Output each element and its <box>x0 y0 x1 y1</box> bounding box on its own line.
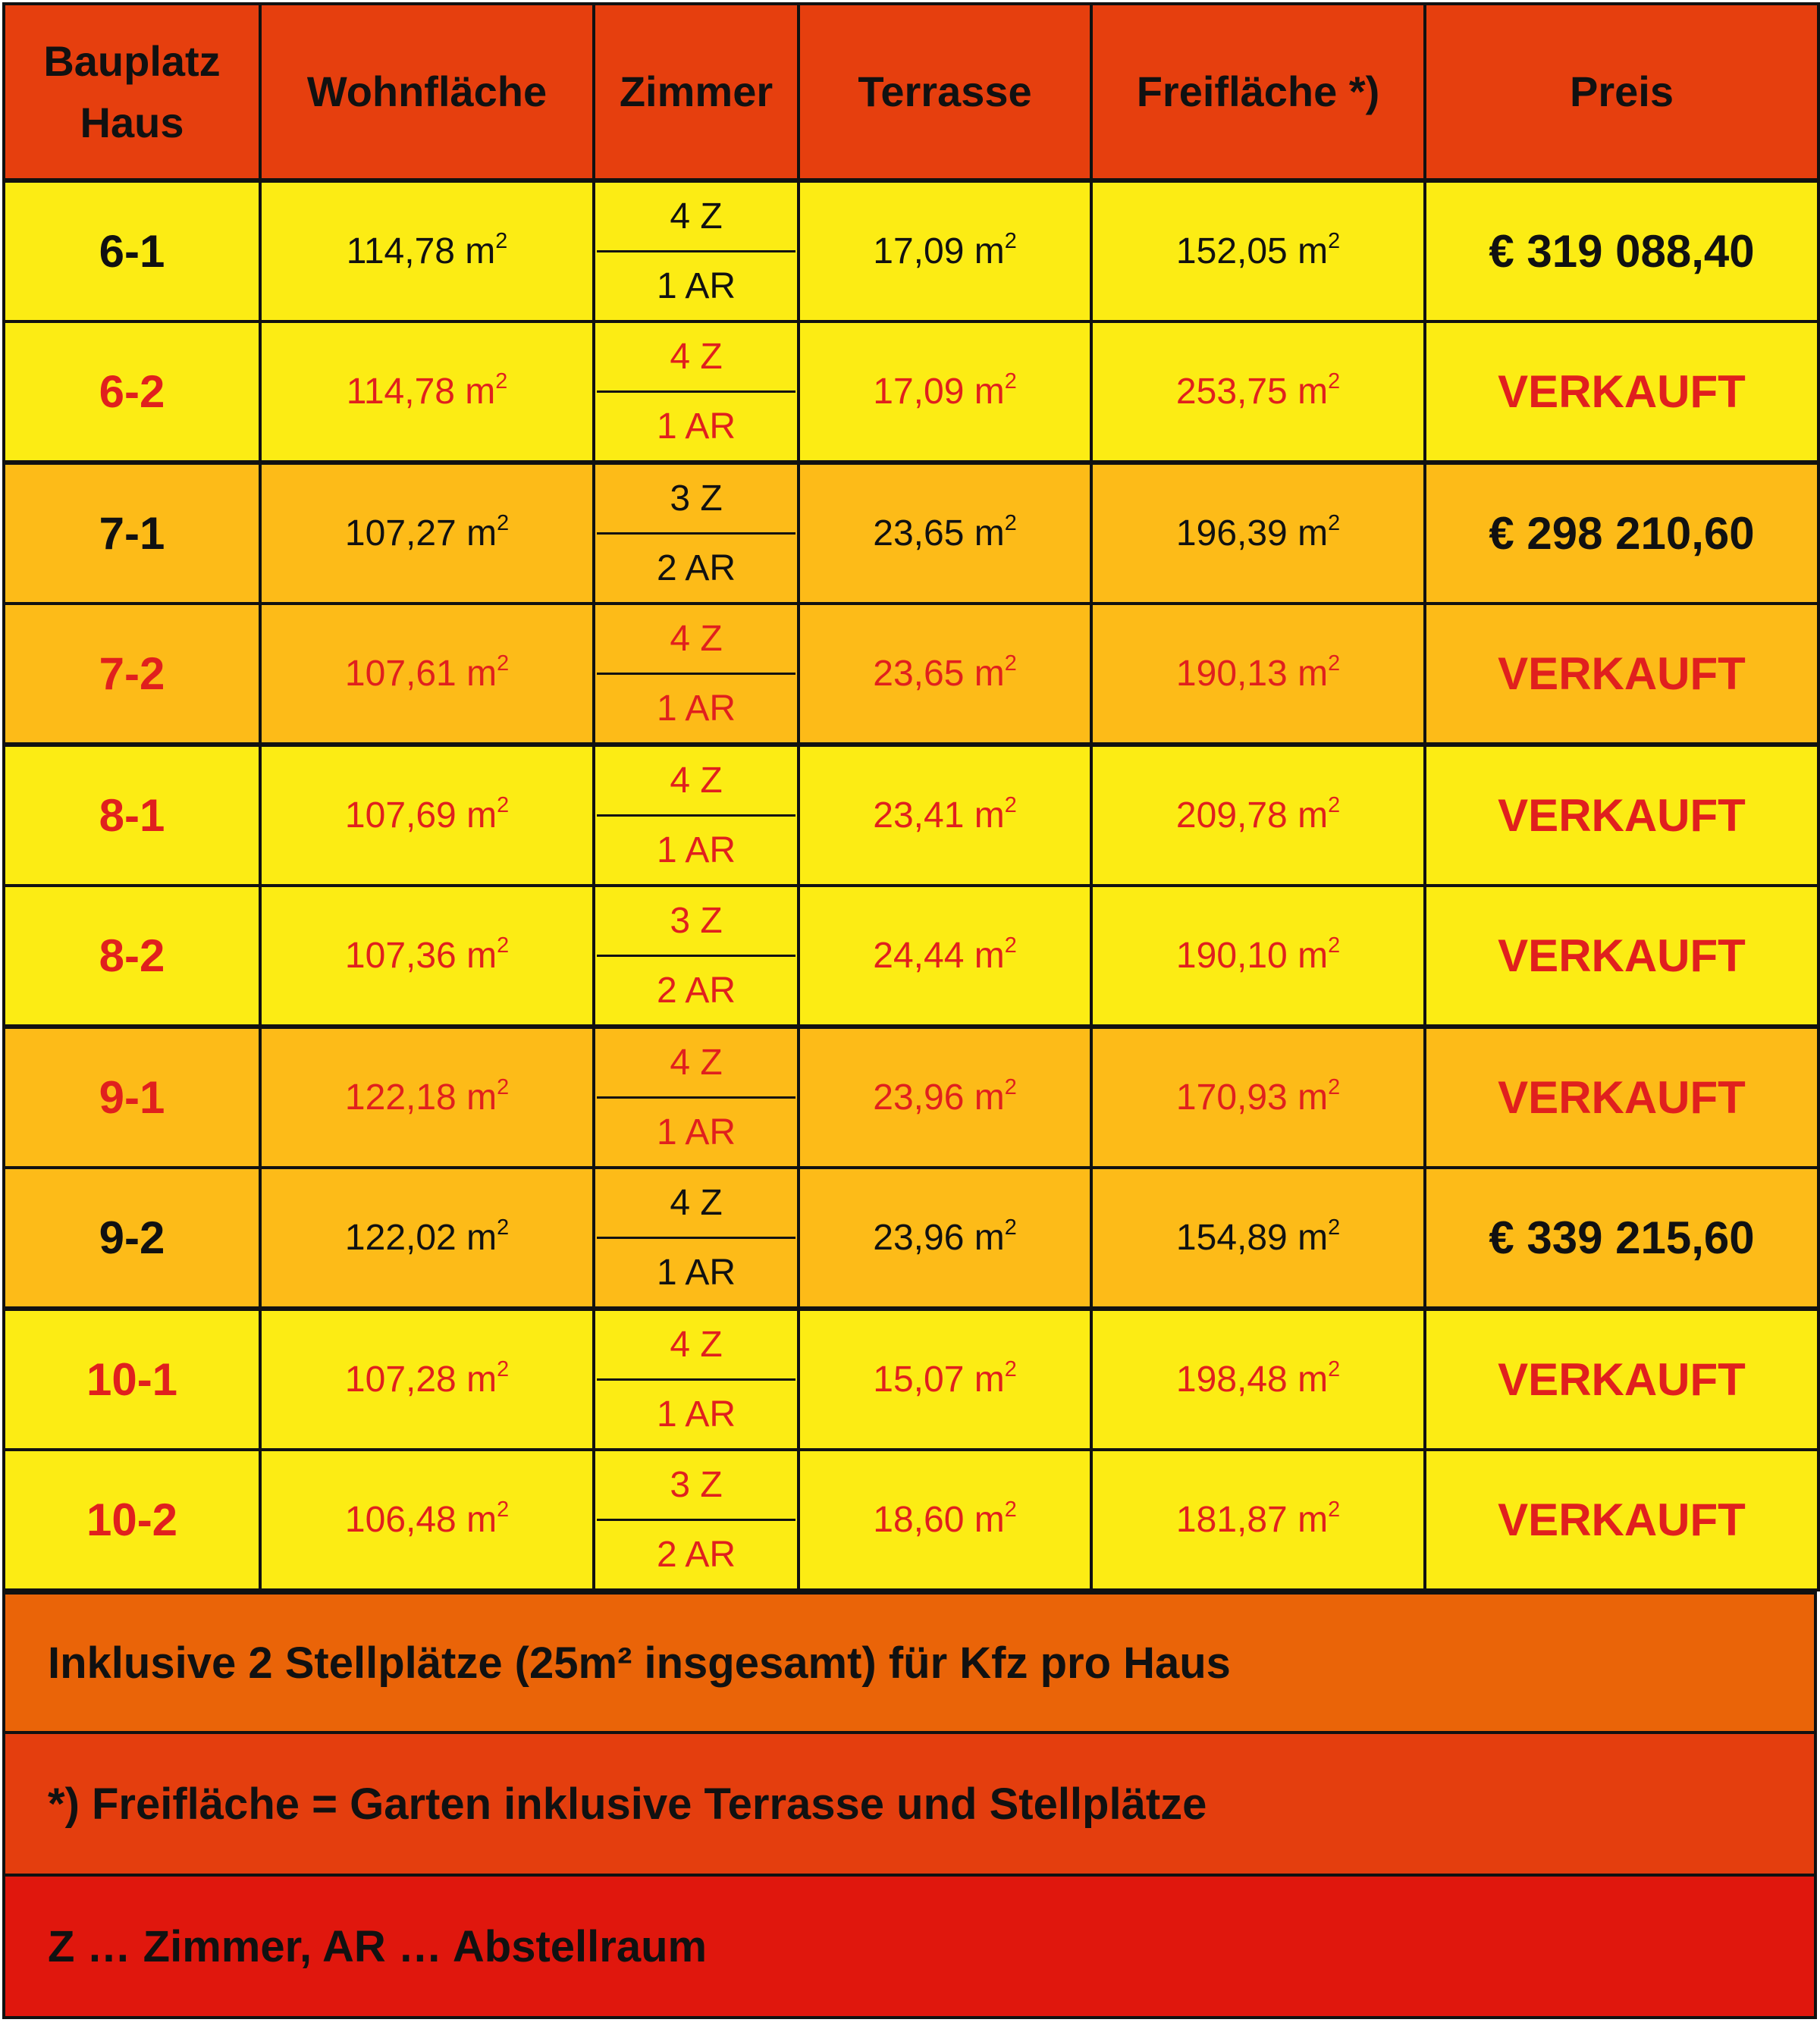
unit-exponent: 2 <box>495 368 508 394</box>
header-zimmer: Zimmer <box>594 4 799 180</box>
footer-parking-note: Inklusive 2 Stellplätze (25m² insgesamt) für Kfz pro Haus <box>2 1591 1817 1734</box>
terrasse-cell <box>799 745 1091 886</box>
table-row <box>4 463 1818 604</box>
wohnflaeche-value: 107,61 <box>344 654 457 694</box>
unit-exponent: 2 <box>1004 792 1017 817</box>
header-freiflaeche: Freifläche *) <box>1091 4 1425 180</box>
unit-exponent: 2 <box>1328 228 1341 253</box>
header-bauplatz-haus <box>4 4 260 180</box>
freiflaeche-value: 154,89 <box>1175 1218 1288 1258</box>
abstellraum-count: 1 AR <box>656 1112 736 1152</box>
unit: m <box>466 654 497 694</box>
unit: m <box>974 231 1005 271</box>
unit-exponent: 2 <box>1328 1215 1341 1240</box>
freiflaeche-value: 196,39 <box>1175 513 1288 553</box>
terrasse-value: 23,96 <box>873 1077 965 1118</box>
wohnflaeche-cell <box>260 180 594 321</box>
terrasse-cell <box>799 463 1091 604</box>
preis-cell: VERKAUFT <box>1425 886 1818 1027</box>
terrasse-value: 23,41 <box>873 795 965 836</box>
zimmer-cell <box>594 604 799 745</box>
abstellraum-count: 2 AR <box>656 971 736 1011</box>
haus-cell: 9-2 <box>4 1168 260 1309</box>
unit-exponent: 2 <box>497 510 510 535</box>
wohnflaeche-cell <box>260 604 594 745</box>
abstellraum-count: 1 AR <box>656 266 736 306</box>
terrasse-value: 23,65 <box>873 513 965 553</box>
preis-cell: VERKAUFT <box>1425 1450 1818 1590</box>
freiflaeche-cell <box>1091 745 1425 886</box>
freiflaeche-cell <box>1091 321 1425 463</box>
haus-cell: 6-2 <box>4 321 260 463</box>
terrasse-cell <box>799 1168 1091 1309</box>
terrasse-cell <box>799 604 1091 745</box>
wohnflaeche-cell <box>260 1450 594 1590</box>
wohnflaeche-cell <box>260 321 594 463</box>
zimmer-cell <box>594 886 799 1027</box>
zimmer-cell <box>594 1027 799 1168</box>
haus-cell: 8-1 <box>4 745 260 886</box>
zimmer-count: 3 Z <box>597 1451 795 1521</box>
unit-exponent: 2 <box>497 933 510 958</box>
unit-exponent: 2 <box>497 1497 510 1522</box>
wohnflaeche-cell <box>260 1168 594 1309</box>
unit-exponent: 2 <box>497 651 510 676</box>
wohnflaeche-value: 107,27 <box>344 513 457 553</box>
terrasse-value: 17,09 <box>873 372 965 412</box>
wohnflaeche-value: 122,18 <box>344 1077 457 1118</box>
header-row <box>4 4 1818 180</box>
unit: m <box>466 795 497 836</box>
preis-cell: VERKAUFT <box>1425 604 1818 745</box>
price-list <box>2 2 1817 2029</box>
footer-freiflaeche-note: *) Freifläche = Garten inklusive Terrasse und Stellplätze <box>2 1734 1817 1877</box>
unit-exponent: 2 <box>1004 368 1017 394</box>
zimmer-cell <box>594 1168 799 1309</box>
wohnflaeche-cell <box>260 745 594 886</box>
terrasse-value: 23,96 <box>873 1218 965 1258</box>
unit-exponent: 2 <box>1004 510 1017 535</box>
unit: m <box>1298 1077 1329 1118</box>
unit-exponent: 2 <box>1328 510 1341 535</box>
abstellraum-count: 1 AR <box>656 1253 736 1293</box>
unit: m <box>974 1500 1005 1540</box>
terrasse-value: 17,09 <box>873 231 965 271</box>
haus-cell: 10-1 <box>4 1309 260 1450</box>
terrasse-cell <box>799 1450 1091 1590</box>
zimmer-count: 4 Z <box>597 1029 795 1099</box>
freiflaeche-value: 181,87 <box>1175 1500 1288 1540</box>
unit-exponent: 2 <box>1004 933 1017 958</box>
freiflaeche-value: 190,13 <box>1175 654 1288 694</box>
freiflaeche-cell <box>1091 1168 1425 1309</box>
unit: m <box>465 372 496 412</box>
unit-exponent: 2 <box>1004 228 1017 253</box>
unit: m <box>1298 936 1329 976</box>
terrasse-value: 15,07 <box>873 1359 965 1400</box>
wohnflaeche-cell <box>260 1309 594 1450</box>
unit: m <box>1298 654 1329 694</box>
table-row <box>4 1309 1818 1450</box>
table-row <box>4 745 1818 886</box>
unit-exponent: 2 <box>1004 1356 1017 1381</box>
unit: m <box>1298 513 1329 553</box>
freiflaeche-value: 198,48 <box>1175 1359 1288 1400</box>
price-table <box>2 2 1820 1591</box>
unit-exponent: 2 <box>1004 1497 1017 1522</box>
zimmer-cell <box>594 321 799 463</box>
header-preis: Preis <box>1425 4 1818 180</box>
unit: m <box>466 1218 497 1258</box>
unit: m <box>974 936 1005 976</box>
unit: m <box>1298 795 1329 836</box>
unit: m <box>466 513 497 553</box>
wohnflaeche-value: 122,02 <box>344 1218 457 1258</box>
wohnflaeche-value: 107,28 <box>344 1359 457 1400</box>
unit: m <box>1298 372 1329 412</box>
unit-exponent: 2 <box>1004 1215 1017 1240</box>
unit: m <box>974 1077 1005 1118</box>
zimmer-count: 4 Z <box>597 605 795 675</box>
unit-exponent: 2 <box>1004 1074 1017 1099</box>
unit-exponent: 2 <box>1328 1074 1341 1099</box>
table-row <box>4 886 1818 1027</box>
unit-exponent: 2 <box>497 1074 510 1099</box>
header-haus: Haus <box>80 99 184 146</box>
terrasse-value: 18,60 <box>873 1500 965 1540</box>
unit: m <box>974 654 1005 694</box>
unit-exponent: 2 <box>1328 368 1341 394</box>
abstellraum-count: 2 AR <box>656 1535 736 1575</box>
freiflaeche-cell <box>1091 604 1425 745</box>
unit: m <box>1298 1218 1329 1258</box>
header-bauplatz: Bauplatz <box>43 36 221 85</box>
zimmer-cell <box>594 745 799 886</box>
unit: m <box>1298 1359 1329 1400</box>
unit: m <box>466 936 497 976</box>
freiflaeche-value: 152,05 <box>1175 231 1288 271</box>
unit: m <box>466 1077 497 1118</box>
header-wohnflaeche: Wohnfläche <box>260 4 594 180</box>
zimmer-count: 4 Z <box>597 323 795 393</box>
abstellraum-count: 1 AR <box>656 830 736 870</box>
table-row <box>4 321 1818 463</box>
freiflaeche-value: 170,93 <box>1175 1077 1288 1118</box>
footer-legend: Z … Zimmer, AR … Abstellraum <box>2 1877 1817 2019</box>
abstellraum-count: 1 AR <box>656 1394 736 1435</box>
unit: m <box>1298 231 1329 271</box>
unit-exponent: 2 <box>1328 1356 1341 1381</box>
freiflaeche-value: 253,75 <box>1175 372 1288 412</box>
wohnflaeche-value: 114,78 <box>346 372 455 412</box>
preis-cell: VERKAUFT <box>1425 1309 1818 1450</box>
freiflaeche-value: 209,78 <box>1175 795 1288 836</box>
unit-exponent: 2 <box>497 1215 510 1240</box>
zimmer-cell <box>594 1450 799 1590</box>
unit-exponent: 2 <box>1328 792 1341 817</box>
unit: m <box>466 1500 497 1540</box>
unit-exponent: 2 <box>495 228 508 253</box>
haus-cell: 6-1 <box>4 180 260 321</box>
wohnflaeche-cell <box>260 463 594 604</box>
table-row <box>4 604 1818 745</box>
unit: m <box>974 1218 1005 1258</box>
unit-exponent: 2 <box>1328 933 1341 958</box>
abstellraum-count: 1 AR <box>656 688 736 729</box>
header-terrasse: Terrasse <box>799 4 1091 180</box>
unit: m <box>465 231 496 271</box>
preis-cell: € 339 215,60 <box>1425 1168 1818 1309</box>
freiflaeche-cell <box>1091 1450 1425 1590</box>
zimmer-count: 4 Z <box>597 183 795 252</box>
terrasse-value: 24,44 <box>873 936 965 976</box>
zimmer-cell <box>594 463 799 604</box>
freiflaeche-cell <box>1091 886 1425 1027</box>
wohnflaeche-value: 107,69 <box>344 795 457 836</box>
wohnflaeche-cell <box>260 1027 594 1168</box>
freiflaeche-cell <box>1091 1027 1425 1168</box>
haus-cell: 10-2 <box>4 1450 260 1590</box>
unit-exponent: 2 <box>1004 651 1017 676</box>
wohnflaeche-value: 106,48 <box>344 1500 457 1540</box>
table-row <box>4 1168 1818 1309</box>
abstellraum-count: 2 AR <box>656 548 736 588</box>
wohnflaeche-cell <box>260 886 594 1027</box>
haus-cell: 8-2 <box>4 886 260 1027</box>
unit-exponent: 2 <box>1328 651 1341 676</box>
unit: m <box>974 513 1005 553</box>
terrasse-cell <box>799 886 1091 1027</box>
haus-cell: 9-1 <box>4 1027 260 1168</box>
unit: m <box>974 372 1005 412</box>
zimmer-count: 4 Z <box>597 747 795 817</box>
preis-cell: VERKAUFT <box>1425 745 1818 886</box>
haus-cell: 7-1 <box>4 463 260 604</box>
unit-exponent: 2 <box>497 792 510 817</box>
unit: m <box>974 795 1005 836</box>
table-row <box>4 1450 1818 1590</box>
preis-cell: VERKAUFT <box>1425 1027 1818 1168</box>
zimmer-count: 3 Z <box>597 887 795 957</box>
zimmer-cell <box>594 180 799 321</box>
unit: m <box>466 1359 497 1400</box>
unit-exponent: 2 <box>1328 1497 1341 1522</box>
zimmer-cell <box>594 1309 799 1450</box>
unit: m <box>974 1359 1005 1400</box>
freiflaeche-cell <box>1091 1309 1425 1450</box>
zimmer-count: 3 Z <box>597 465 795 535</box>
freiflaeche-cell <box>1091 463 1425 604</box>
zimmer-count: 4 Z <box>597 1311 795 1381</box>
preis-cell: € 319 088,40 <box>1425 180 1818 321</box>
terrasse-cell <box>799 321 1091 463</box>
table-row <box>4 180 1818 321</box>
terrasse-cell <box>799 1309 1091 1450</box>
terrasse-value: 23,65 <box>873 654 965 694</box>
wohnflaeche-value: 114,78 <box>346 231 455 271</box>
unit-exponent: 2 <box>497 1356 510 1381</box>
haus-cell: 7-2 <box>4 604 260 745</box>
freiflaeche-value: 190,10 <box>1175 936 1288 976</box>
terrasse-cell <box>799 1027 1091 1168</box>
preis-cell: VERKAUFT <box>1425 321 1818 463</box>
table-row <box>4 1027 1818 1168</box>
unit: m <box>1298 1500 1329 1540</box>
wohnflaeche-value: 107,36 <box>344 936 457 976</box>
zimmer-count: 4 Z <box>597 1169 795 1239</box>
preis-cell: € 298 210,60 <box>1425 463 1818 604</box>
terrasse-cell <box>799 180 1091 321</box>
freiflaeche-cell <box>1091 180 1425 321</box>
abstellraum-count: 1 AR <box>656 406 736 447</box>
table-body <box>4 180 1818 1590</box>
